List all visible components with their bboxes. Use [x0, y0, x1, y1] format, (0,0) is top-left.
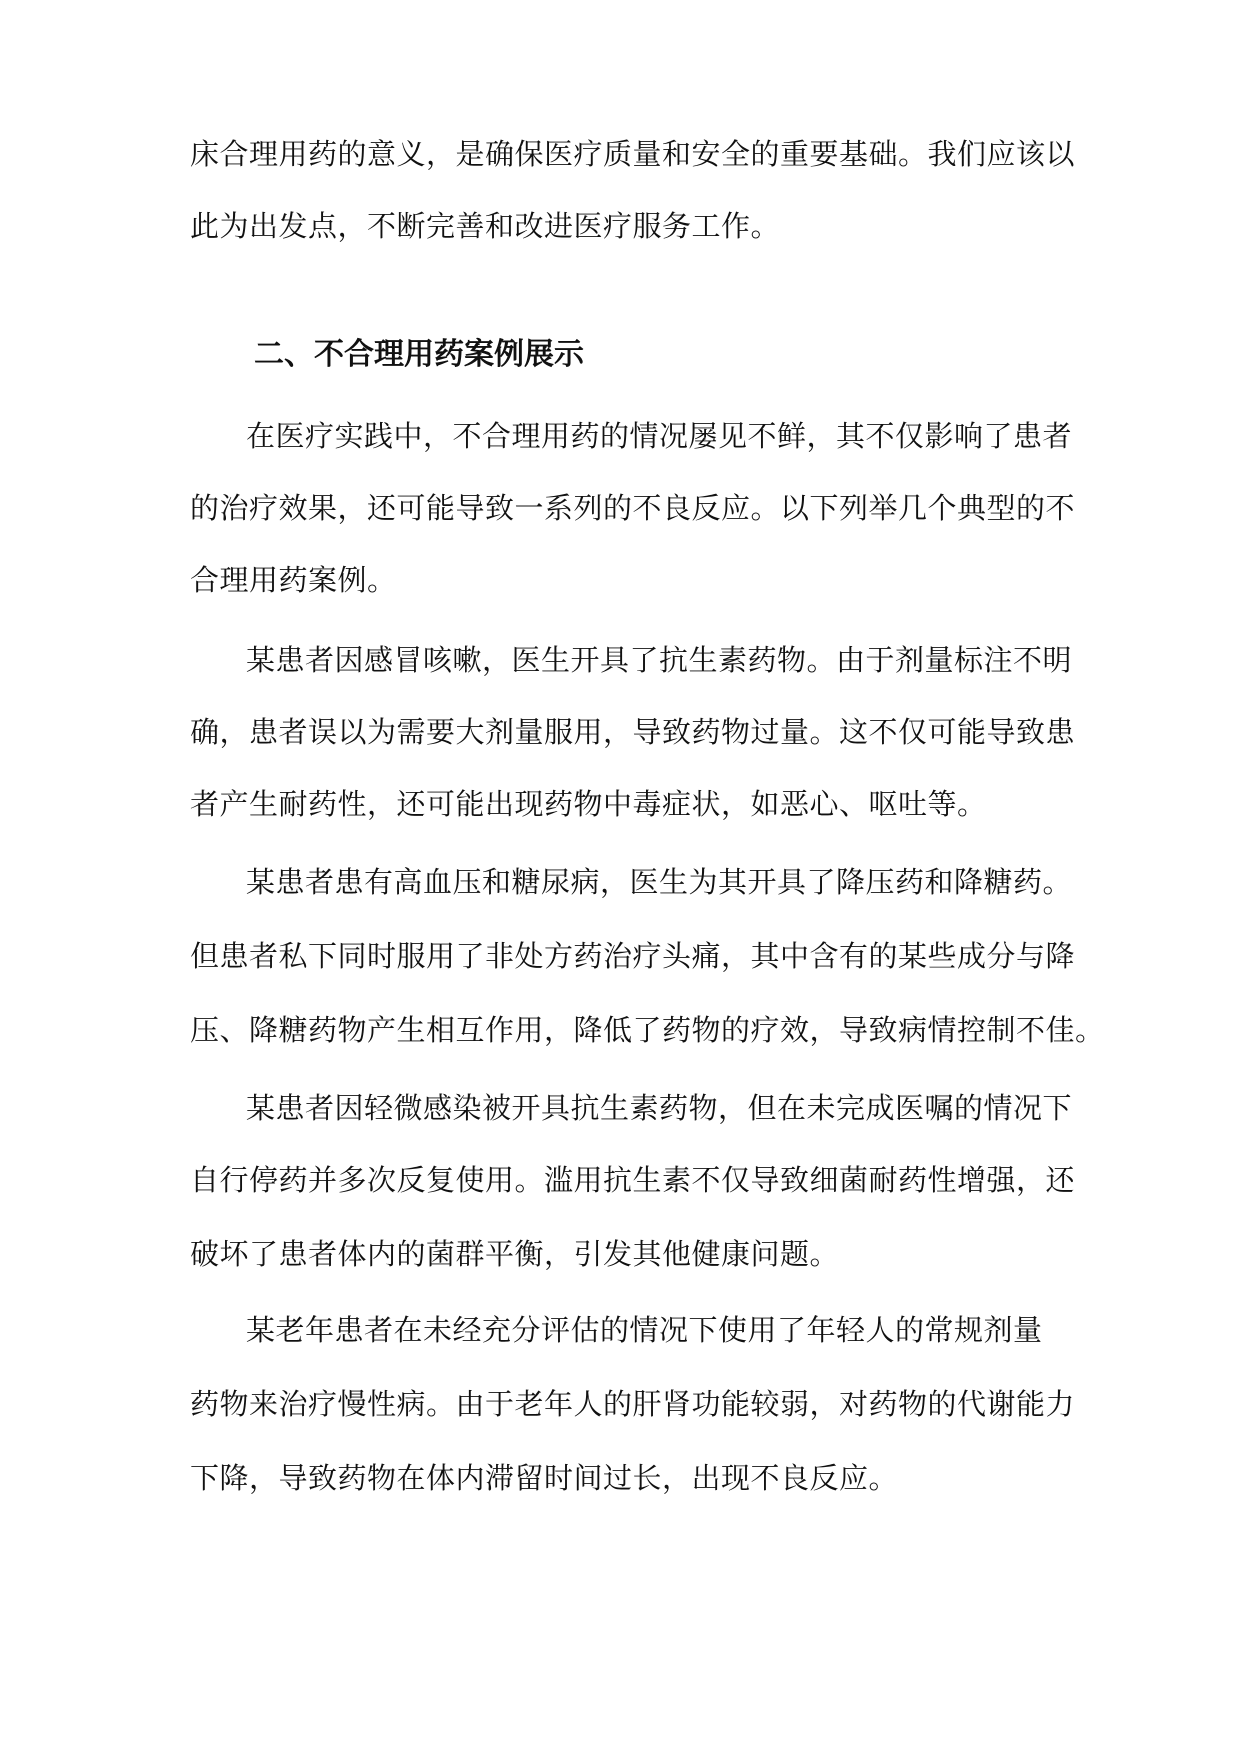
body-text-line: 床合理用药的意义，是确保医疗质量和安全的重要基础。我们应该以 [190, 137, 1076, 171]
body-text-line: 某患者因感冒咳嗽，医生开具了抗生素药物。由于剂量标注不明 [246, 643, 1073, 677]
body-text-line: 在医疗实践中，不合理用药的情况屡见不鲜，其不仅影响了患者 [246, 419, 1073, 453]
body-text-line: 者产生耐药性，还可能出现药物中毒症状，如恶心、呕吐等。 [190, 787, 987, 821]
body-text-line: 药物来治疗慢性病。由于老年人的肝肾功能较弱，对药物的代谢能力 [190, 1387, 1076, 1421]
body-text-line: 合理用药案例。 [190, 563, 397, 597]
body-text-line: 压、降糖药物产生相互作用，降低了药物的疗效，导致病情控制不佳。 [190, 1013, 1105, 1047]
section-heading: 二、不合理用药案例展示 [254, 337, 584, 372]
body-text-line: 破坏了患者体内的菌群平衡，引发其他健康问题。 [190, 1237, 840, 1271]
body-text-line: 某患者因轻微感染被开具抗生素药物，但在未完成医嘱的情况下 [246, 1091, 1073, 1125]
body-text-line: 某患者患有高血压和糖尿病，医生为其开具了降压药和降糖药。 [246, 865, 1073, 899]
body-text-line: 下降，导致药物在体内滞留时间过长，出现不良反应。 [190, 1461, 899, 1495]
body-text-line: 某老年患者在未经充分评估的情况下使用了年轻人的常规剂量 [246, 1313, 1043, 1347]
body-text-line: 确，患者误以为需要大剂量服用，导致药物过量。这不仅可能导致患 [190, 715, 1076, 749]
body-text-line: 自行停药并多次反复使用。滥用抗生素不仅导致细菌耐药性增强，还 [190, 1163, 1076, 1197]
body-text-line: 此为出发点，不断完善和改进医疗服务工作。 [190, 209, 781, 243]
body-text-line: 的治疗效果，还可能导致一系列的不良反应。以下列举几个典型的不 [190, 491, 1076, 525]
body-text-line: 但患者私下同时服用了非处方药治疗头痛，其中含有的某些成分与降 [190, 939, 1076, 973]
